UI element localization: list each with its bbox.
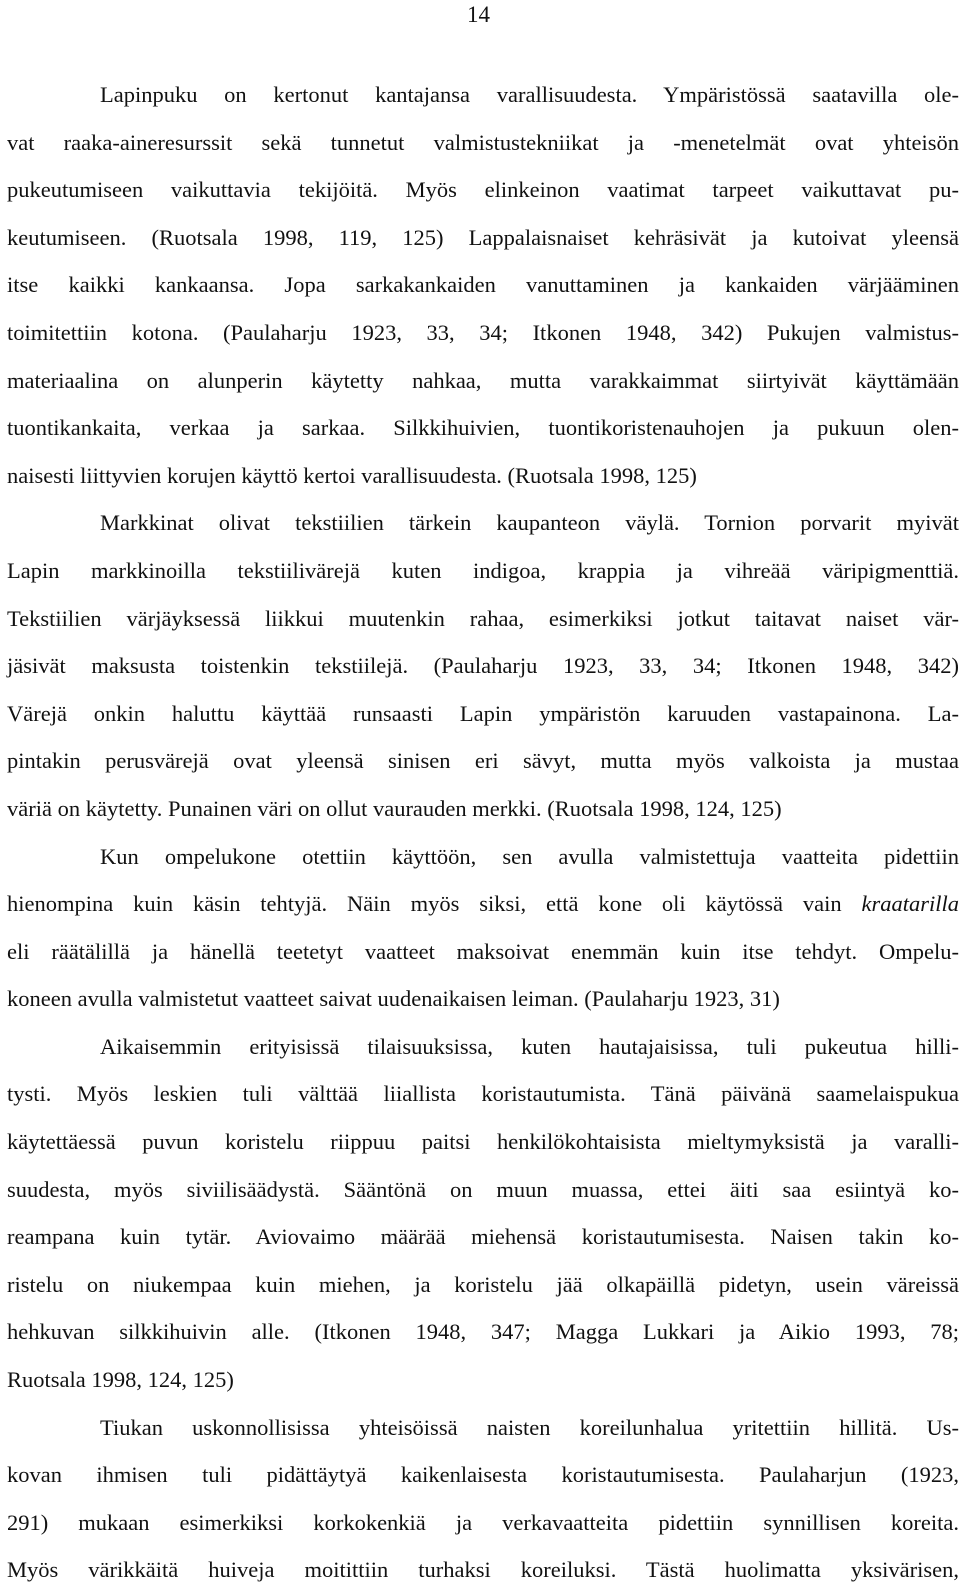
text-line: käytettäessä puvun koristelu riippuu paitsi henkilökohtaisista mieltymyksistä ja varalli- [7, 1129, 959, 1155]
text-line: Aikaisemmin erityisissä tilaisuuksissa, kuten hautajaisissa, tuli pukeutua hilli- [100, 1033, 959, 1059]
text-line: Markkinat olivat tekstiilien tärkein kaupanteon väylä. Tornion porvarit myivät [100, 510, 959, 536]
text-line: Tekstiilien värjäyksessä liikkui muutenkin rahaa, esimerkiksi jotkut taitavat naiset vär- [7, 605, 959, 631]
text-line: Myös värikkäitä huiveja moitittiin turhaksi koreiluksi. Tästä huolimatta yksivärisen, [7, 1557, 959, 1583]
text-line-start: hienompina kuin käsin tehtyjä. Näin myös siksi, että kone oli käytössä vain [7, 891, 842, 917]
text-line: kovan ihmisen tuli pidättäytyä kaikenlaisesta koristautumisesta. Paulaharjun (1923, [7, 1462, 959, 1488]
paragraph-2 [7, 499, 959, 832]
text-line: Tiukan uskonnollisissa yhteisöissä naisten koreilunhalua yritettiin hillitä. Us- [100, 1414, 959, 1440]
text-line: pintakin perusvärejä ovat yleensä sinisen eri sävyt, mutta myös valkoista ja mustaa [7, 748, 959, 774]
text-line: keutumiseen. (Ruotsala 1998, 119, 125) Lappalaisnaiset kehräsivät ja kutoivat yleensä [7, 224, 959, 250]
text-line: hehkuvan silkkihuivin alle. (Itkonen 1948, 347; Magga Lukkari ja Aikio 1993, 78; [7, 1319, 959, 1345]
text-line: suudesta, myös siviilisäädystä. Sääntönä on muun muassa, ettei äiti saa esiintyä ko- [7, 1176, 959, 1202]
text-line: itse kaikki kankaansa. Jopa sarkakankaiden vanuttaminen ja kankaiden värjääminen [7, 272, 959, 298]
text-line: Värejä onkin haluttu käyttää runsaasti Lapin ympäristön karuuden vastapainona. La- [7, 700, 959, 726]
text-line: Lapin markkinoilla tekstiilivärejä kuten indigoa, krappia ja vihreää väripigmenttiä. [7, 557, 959, 583]
text-line: naisesti liittyvien korujen käyttö kertoi varallisuudesta. (Ruotsala 1998, 125) [7, 462, 697, 488]
text-line: pukeutumiseen vaikuttavia tekijöitä. Myös elinkeinon vaatimat tarpeet vaikuttavat pu- [7, 177, 959, 203]
page-number: 14 [467, 2, 490, 27]
text-line: Kun ompelukone otettiin käyttöön, sen avulla valmistettuja vaatteita pidettiin [100, 843, 959, 869]
text-line: eli räätälillä ja hänellä teetetyt vaatteet maksoivat enemmän kuin itse tehdyt. Ompelu- [7, 938, 959, 964]
text-line: reampana kuin tytär. Aviovaimo määrää miehensä koristautumisesta. Naisen takin ko- [7, 1224, 959, 1250]
text-line: jäsivät maksusta toistenkin tekstiilejä. (Paulaharju 1923, 33, 34; Itkonen 1948, 342) [7, 653, 959, 679]
paragraph-3 [7, 833, 959, 1023]
text-line: materiaalina on alunperin käytetty nahkaa, mutta varakkaimmat siirtyivät käyttämään [7, 367, 959, 393]
text-line: toimitettiin kotona. (Paulaharju 1923, 33, 34; Itkonen 1948, 342) Pukujen valmistus- [7, 319, 959, 345]
text-line: koneen avulla valmistetut vaatteet saivat uudenaikaisen leiman. (Paulaharju 1923, 31) [7, 986, 780, 1012]
text-line: väriä on käytetty. Punainen väri on ollut vaurauden merkki. (Ruotsala 1998, 124, 125) [7, 795, 782, 821]
text-line: tuontikankaita, verkaa ja sarkaa. Silkkihuivien, tuontikoristenauhojen ja pukuun olen- [7, 415, 959, 441]
paragraph-5 [7, 1404, 959, 1594]
text-line [7, 880, 959, 928]
paragraph-4 [7, 1023, 959, 1404]
text-line: Lapinpuku on kertonut kantajansa varallisuudesta. Ympäristössä saatavilla ole- [100, 82, 959, 107]
body-text [7, 71, 959, 1594]
text-line: ristelu on niukempaa kuin miehen, ja koristelu jää olkapäillä pidetyn, usein väreissä [7, 1271, 959, 1297]
text-line: Ruotsala 1998, 124, 125) [7, 1367, 234, 1393]
italic-term: kraatarilla [861, 891, 960, 917]
text-line: tysti. Myös leskien tuli välttää liiallista koristautumista. Tänä päivänä saamelaispukua [7, 1081, 959, 1107]
text-line: 291) mukaan esimerkiksi korkokenkiä ja verkavaatteita pidettiin synnillisen koreita. [7, 1509, 959, 1535]
text-line: vat raaka-aineresurssit sekä tunnetut valmistustekniikat ja -menetelmät ovat yhteisön [7, 129, 959, 155]
paragraph-1 [7, 71, 959, 499]
